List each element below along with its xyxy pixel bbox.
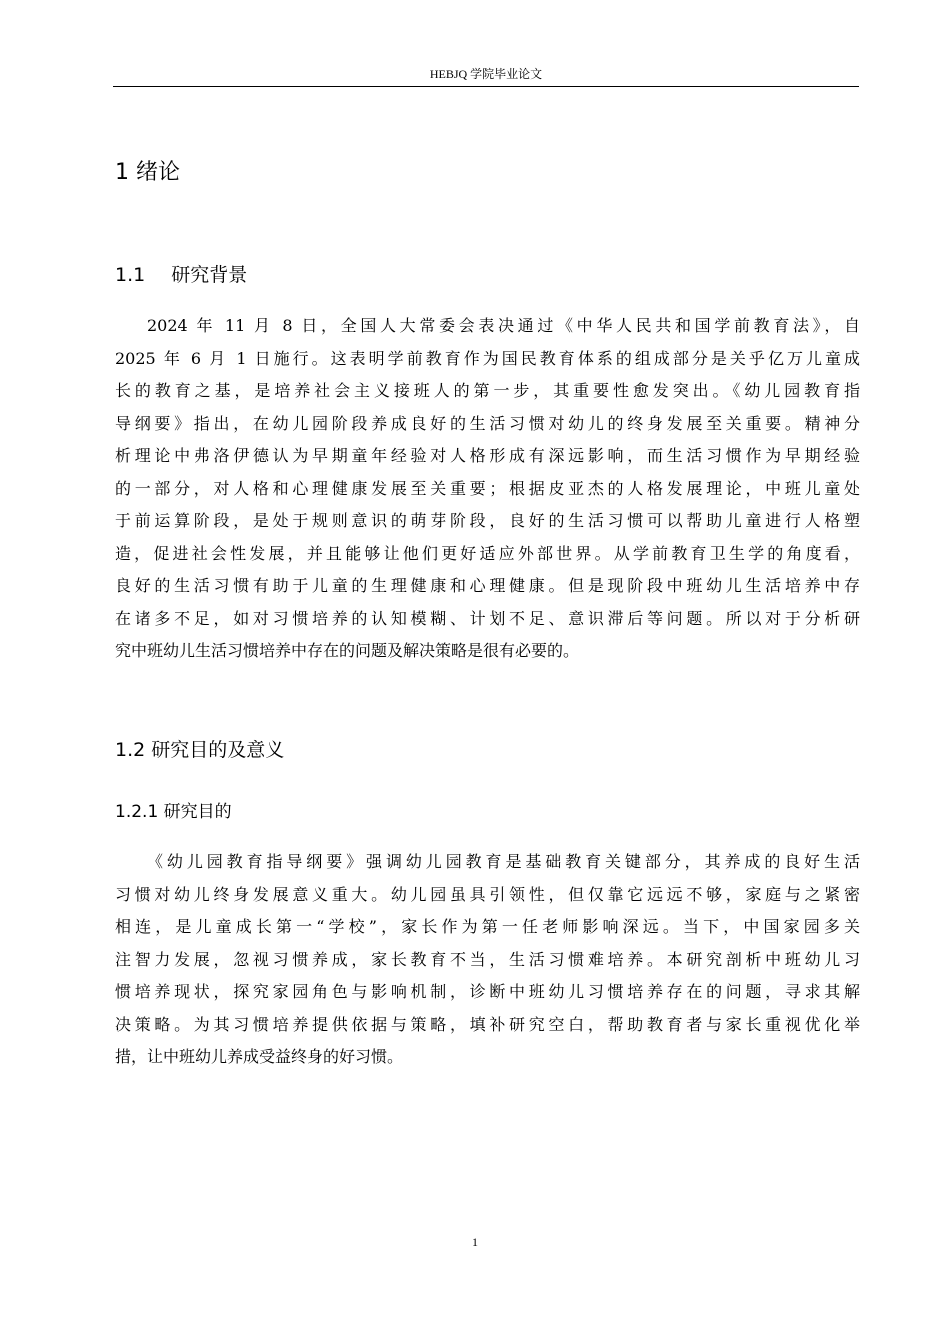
section-heading-1-1 <box>115 261 247 289</box>
section-title: 研究背景 <box>171 264 248 286</box>
paragraph-line: 注智力发展，忽视习惯养成，家长教育不当，生活习惯难培养。本研究剖析中班幼儿习 <box>115 949 860 969</box>
paragraph-research-background <box>115 310 860 668</box>
paragraph-line: 造，促进社会性发展，并且能够让他们更好适应外部世界。从学前教育卫生学的角度看， <box>115 543 860 563</box>
paragraph-line: 相连，是儿童成长第一“学校”，家长作为第一任老师影响深远。当下，中国家园多关 <box>115 917 860 936</box>
section-number: 1.1 <box>115 264 146 286</box>
running-header: HEBJQ 学院毕业论文 <box>429 67 543 81</box>
paragraph-line: 《幼儿园教育指导纲要》强调幼儿园教育是基础教育关键部分，其养成的良好生活 <box>147 852 860 871</box>
paragraph-line: 导纲要》指出，在幼儿园阶段养成良好的生活习惯对幼儿的终身发展至关重要。精神分 <box>115 413 860 433</box>
page-number: 1 <box>472 1235 478 1249</box>
header-rule <box>113 86 859 87</box>
paragraph-line: 的一部分，对人格和心理健康发展至关重要；根据皮亚杰的人格发展理论，中班儿童处 <box>115 478 860 498</box>
paragraph-research-purpose <box>115 846 860 1074</box>
paragraph-line: 措，让中班幼儿养成受益终身的好习惯。 <box>115 1047 404 1066</box>
subsection-heading-1-2-1: 1.2.1 研究目的 <box>115 802 232 822</box>
paragraph-line: 于前运算阶段，是处于规则意识的萌芽阶段，良好的生活习惯可以帮助儿童进行人格塑 <box>115 511 860 530</box>
paragraph-line: 究中班幼儿生活习惯培养中存在的问题及解决策略是很有必要的。 <box>115 641 580 660</box>
section-heading-1-2: 1.2 研究目的及意义 <box>115 739 285 761</box>
paragraph-line: 惯培养现状，探究家园角色与影响机制，诊断中班幼儿习惯培养存在的问题，寻求其解 <box>115 982 860 1001</box>
paragraph-line: 良好的生活习惯有助于儿童的生理健康和心理健康。但是现阶段中班幼儿生活培养中存 <box>115 576 860 595</box>
paragraph-line: 2025 年 6 月 1 日施行。这表明学前教育作为国民教育体系的组成部分是关乎亿万儿童成 <box>115 348 860 368</box>
paragraph-line: 2024 年 11 月 8 日，全国人大常委会表决通过《中华人民共和国学前教育法》，自 <box>147 316 860 335</box>
paragraph-line: 析理论中弗洛伊德认为早期童年经验对人格形成有深远影响，而生活习惯作为早期经验 <box>115 446 860 465</box>
paragraph-line: 在诸多不足，如对习惯培养的认知模糊、计划不足、意识滞后等问题。所以对于分析研 <box>115 608 860 628</box>
paragraph-line: 长的教育之基，是培养社会主义接班人的第一步，其重要性愈发突出。《幼儿园教育指 <box>115 381 860 400</box>
paragraph-line: 习惯对幼儿终身发展意义重大。幼儿园虽具引领性，但仅靠它远远不够，家庭与之紧密 <box>115 884 860 904</box>
chapter-title: 1 绪论 <box>115 160 180 185</box>
paragraph-line: 决策略。为其习惯培养提供依据与策略，填补研究空白，帮助教育者与家长重视优化举 <box>115 1014 860 1034</box>
